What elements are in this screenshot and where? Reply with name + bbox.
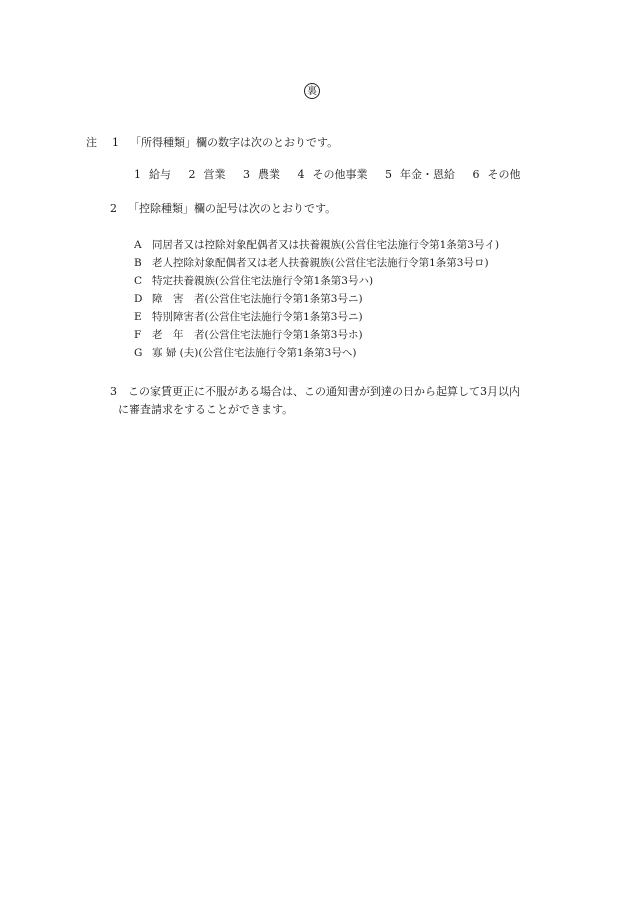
income-type-list <box>134 168 535 182</box>
note-1 <box>86 134 338 150</box>
note-3-number: 3 <box>110 385 117 398</box>
income-type-item: 2 営業 <box>188 168 226 181</box>
note-3-line-1: この家賃更正に不服がある場合は、この通知書が到達の日から起算して3月以内 <box>128 385 520 398</box>
note-2-text: 「控除種類」欄の記号は次のとおりです。 <box>128 202 337 215</box>
income-type-item: 4 その他事業 <box>297 168 368 181</box>
deduction-type-item: A 同居者又は控除対象配偶者又は扶養親族(公営住宅法施行令第1条第3号イ) <box>134 239 500 251</box>
deduction-type-list <box>134 236 499 362</box>
note-2 <box>110 202 336 216</box>
note-label: 注 <box>86 136 97 149</box>
income-type-item: 1 給与 <box>134 168 171 181</box>
deduction-type-item: D 障 害 者(公営住宅法施行令第1条第3号ニ) <box>134 293 363 305</box>
note-1-text: 「所得種類」欄の数字は次のとおりです。 <box>130 136 339 149</box>
reverse-side-marker: 裏 <box>304 83 320 99</box>
deduction-type-item: C 特定扶養親族(公営住宅法施行令第1条第3号ハ) <box>134 275 374 287</box>
note-1-number: 1 <box>112 136 119 149</box>
note-3 <box>110 383 520 419</box>
income-type-item: 5 年金・恩給 <box>385 168 455 181</box>
income-type-item: 3 農業 <box>243 168 280 181</box>
note-2-number: 2 <box>110 202 117 215</box>
deduction-type-item: B 老人控除対象配偶者又は老人扶養親族(公営住宅法施行令第1条第3号ロ) <box>134 257 489 269</box>
income-type-item: 6 その他 <box>472 168 521 181</box>
deduction-type-item: F 老 年 者(公営住宅法施行令第1条第3号ホ) <box>134 329 363 341</box>
deduction-type-item: G 寡 婦 (夫)(公営住宅法施行令第1条第3号へ) <box>134 347 357 359</box>
note-3-line-2: に審査請求をすることができます。 <box>118 403 294 416</box>
deduction-type-item: E 特別障害者(公営住宅法施行令第1条第3号ニ) <box>134 311 363 323</box>
